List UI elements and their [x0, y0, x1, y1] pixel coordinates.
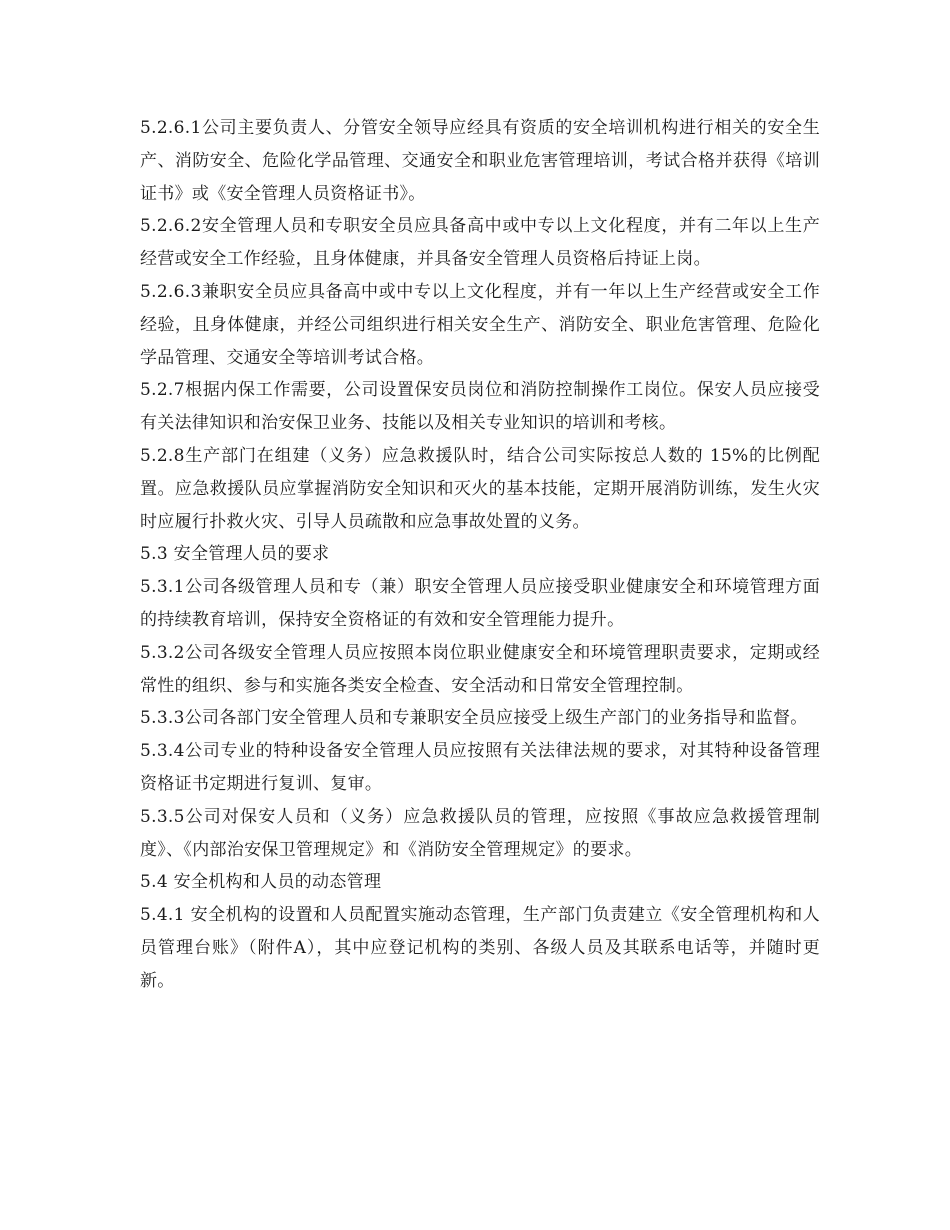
paragraph-5-2-7: 5.2.7根据内保工作需要，公司设置保安员岗位和消防控制操作工岗位。保安人员应接受有关法律知识和治安保卫业务、技能以及相关专业知识的培训和考核。	[140, 380, 820, 434]
paragraph-5-2-6-3: 5.2.6.3兼职安全员应具备高中或中专以上文化程度，并有一年以上生产经营或安全工作经验，且身体健康，并经公司组织进行相关安全生产、消防安全、职业危害管理、危险化学品管理、交通安全等培训考试合格。	[140, 281, 820, 368]
paragraph-5-3-2: 5.3.2公司各级安全管理人员应按照本岗位职业健康安全和环境管理职责要求，定期或经常性的组织、参与和实施各类安全检查、安全活动和日常安全管理控制。	[140, 642, 820, 696]
paragraph-5-4-1: 5.4.1 安全机构的设置和人员配置实施动态管理，生产部门负责建立《安全管理机构和人员管理台账》（附件A），其中应登记机构的类别、各级人员及其联系电话等，并随时更新。	[140, 905, 820, 991]
paragraph-5-3-5: 5.3.5公司对保安人员和（义务）应急救援队员的管理，应按照《事故应急救援管理制度》、《内部治安保卫管理规定》和《消防安全管理规定》的要求。	[140, 806, 820, 860]
paragraph-5-2-6-1: 5.2.6.1公司主要负责人、分管安全领导应经具有资质的安全培训机构进行相关的安全生产、消防安全、危险化学品管理、交通安全和职业危害管理培训，考试合格并获得《培训证书》或《安全管理人员资格证书》。	[140, 118, 820, 204]
paragraph-5-3-1: 5.3.1公司各级管理人员和专（兼）职安全管理人员应接受职业健康安全和环境管理方面的持续教育培训，保持安全资格证的有效和安全管理能力提升。	[140, 577, 820, 630]
paragraph-5-3-3: 5.3.3公司各部门安全管理人员和专兼职安全员应接受上级生产部门的业务指导和监督。	[140, 708, 808, 729]
paragraph-5-2-6-2: 5.2.6.2安全管理人员和专职安全员应具备高中或中专以上文化程度，并有二年以上生产经营或安全工作经验，且身体健康，并具备安全管理人员资格后持证上岗。	[140, 216, 820, 270]
paragraph-5-2-8: 5.2.8生产部门在组建（义务）应急救援队时，结合公司实际按总人数的 15%的比例配置。应急救援队员应掌握消防安全知识和灭火的基本技能，定期开展消防训练，发生火灾时应履行扑救火灾、引导人员疏散和应急事故处置的义务。	[140, 445, 820, 532]
paragraph-5-3-4: 5.3.4公司专业的特种设备安全管理人员应按照有关法律法规的要求，对其特种设备管理资格证书定期进行复训、复审。	[140, 741, 820, 794]
section-heading-5-3: 5.3 安全管理人员的要求	[140, 544, 330, 565]
section-heading-5-4: 5.4 安全机构和人员的动态管理	[140, 872, 382, 893]
document-body	[140, 112, 820, 998]
